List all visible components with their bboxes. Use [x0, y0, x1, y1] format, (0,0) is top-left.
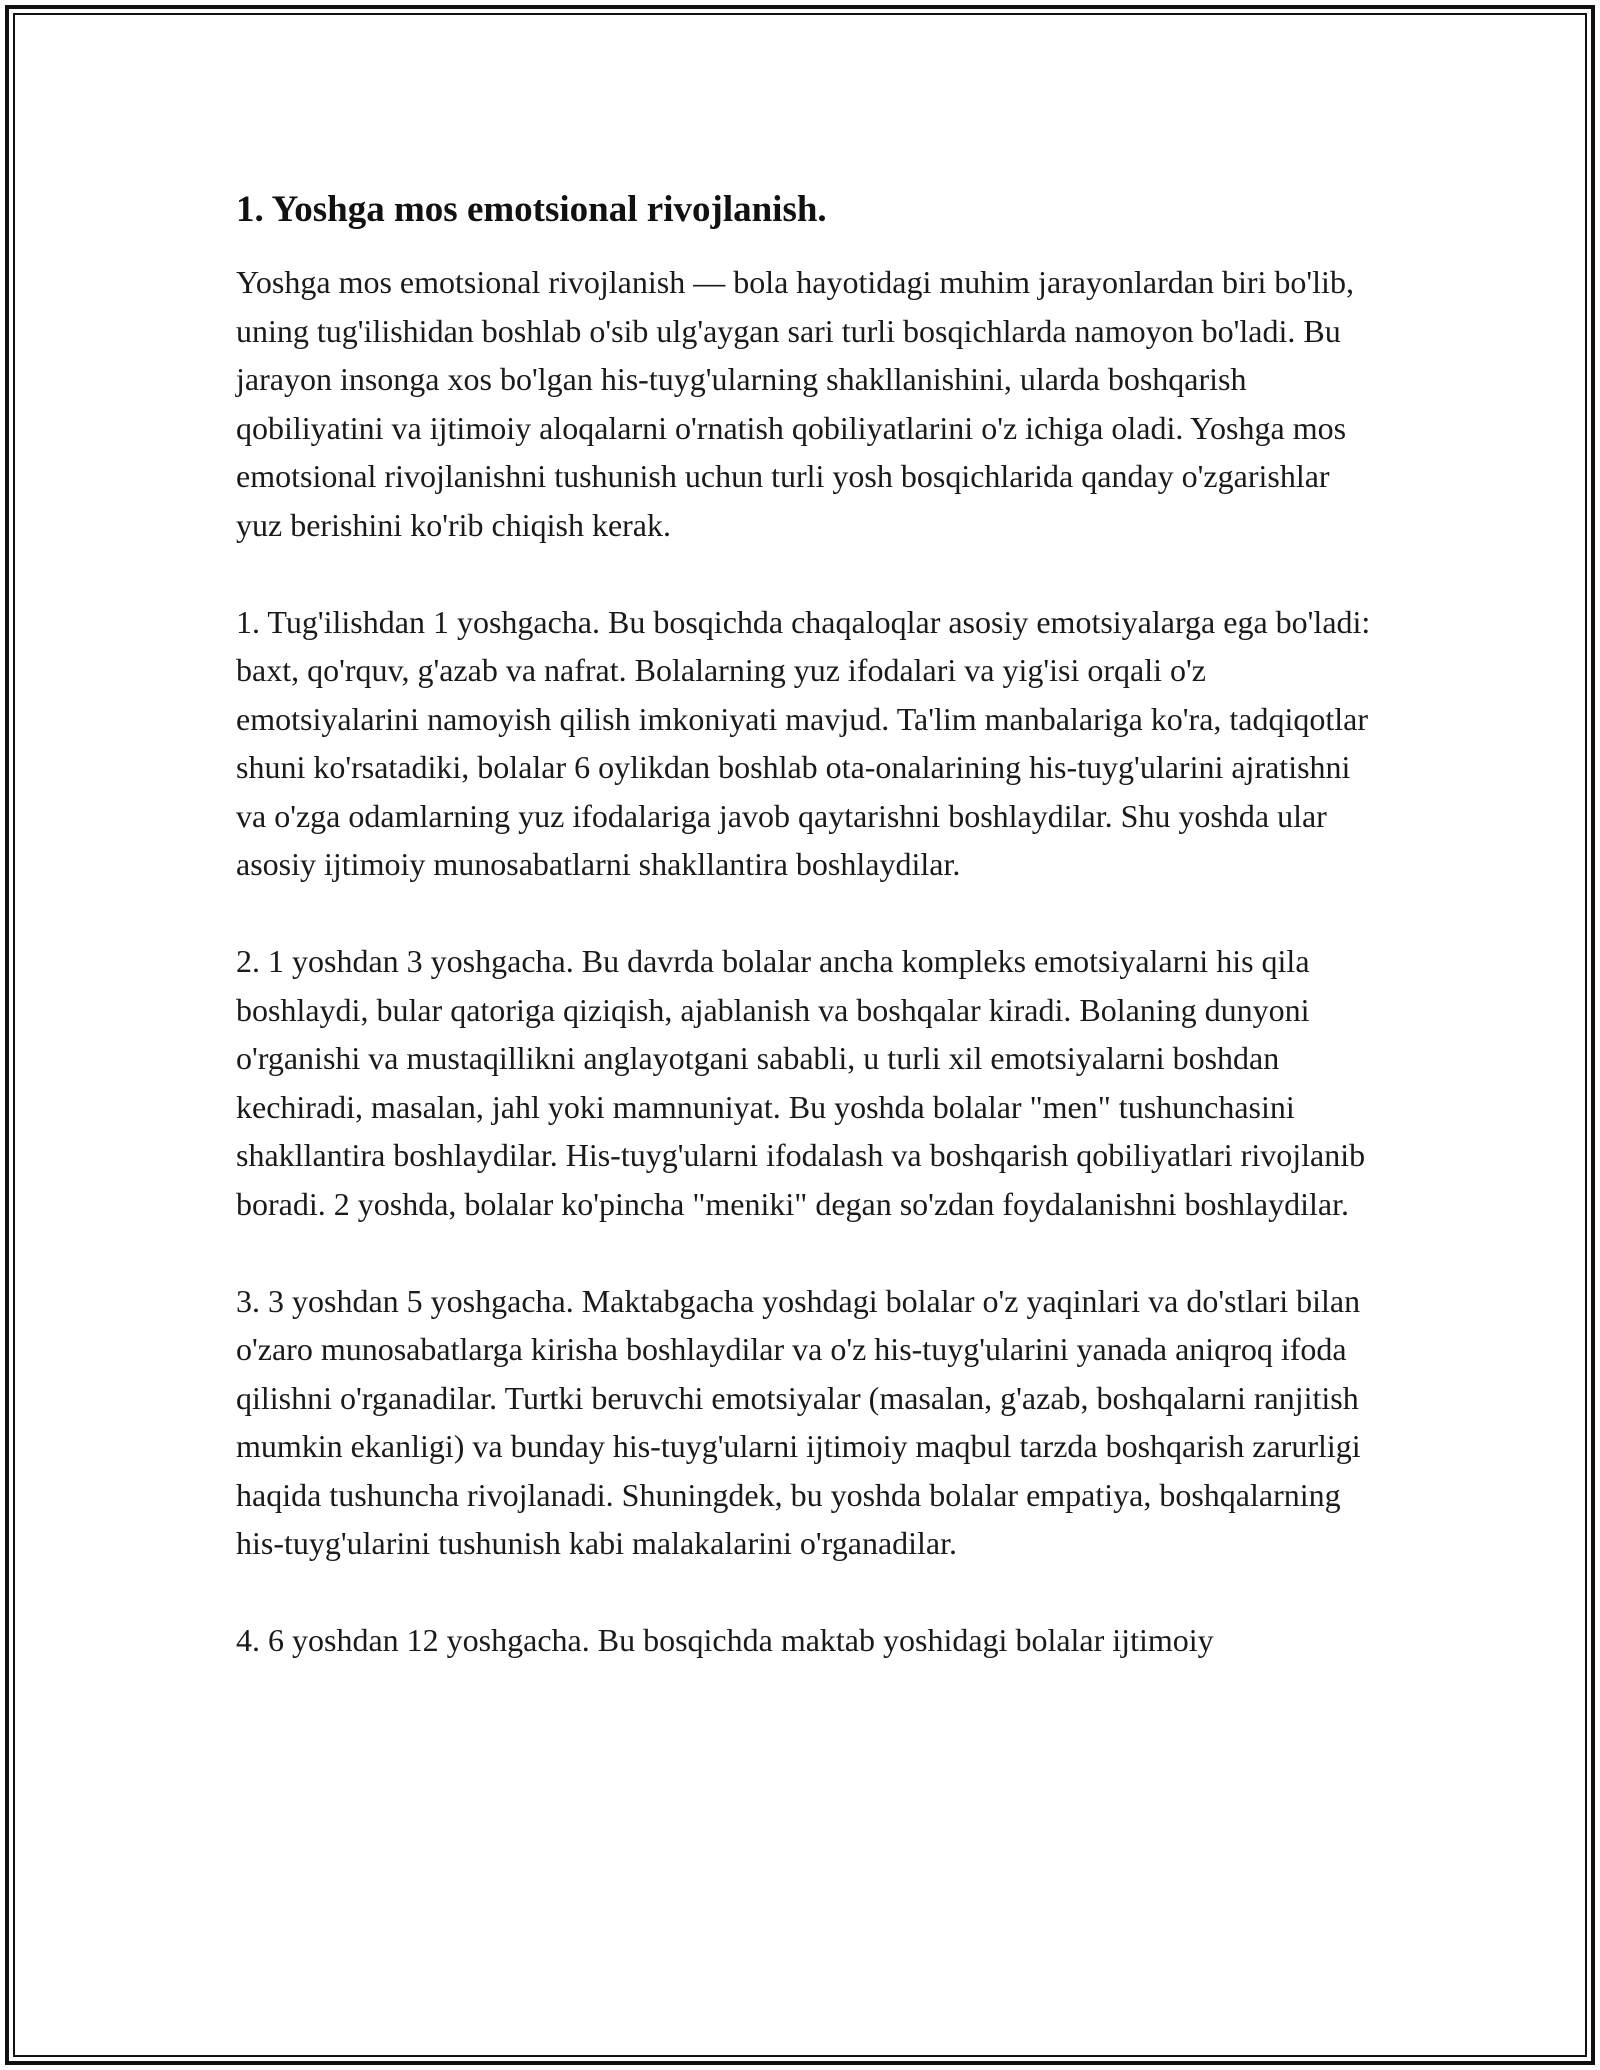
- paragraph-stage-3: 3. 3 yoshdan 5 yoshgacha. Maktabgacha yoshdagi bolalar o'z yaqinlari va do'stlari bilan o'zaro munosabatlarga kirisha boshlaydilar va o'z his-tuyg'ularini yanada aniqroq ifoda qilishni o'rganadilar. Turtki beruvchi emotsiyalar (masalan, g'azab, boshqalarni ranjitish mumkin ekanligi) va bunday his-tuyg'ularni ijtimoiy maqbul tarzda boshqarish zarurligi haqida tushuncha rivojlanadi. Shuningdek, bu yoshda bolalar empatiya, boshqalarning his-tuyg'ularini tushunish kabi malakalarini o'rganadilar.: [236, 1282, 1361, 1561]
- paragraph-stage-1: 1. Tug'ilishdan 1 yoshgacha. Bu bosqichda chaqaloqlar asosiy emotsiyalarga ega bo'ladi: baxt, qo'rquv, g'azab va nafrat. Bolalarning yuz ifodalari va yig'isi orqali o'z emotsiyalarini namoyish qilish imkoniyati mavjud. Ta'lim manbalariga ko'ra, tadqiqotlar shuni ko'rsatadiki, bolalar 6 oylikdan boshlab ota-onalarining his-tuyg'ularini ajratishni va o'zga odamlarning yuz ifodalariga javob qaytarishni boshlaydilar. Shu yoshda ular asosiy ijtimoiy munosabatlarni shakllantira boshlaydilar.: [236, 603, 1371, 882]
- paragraph-stage-4: 4. 6 yoshdan 12 yoshgacha. Bu bosqichda maktab yoshidagi bolalar ijtimoiy: [236, 1622, 1214, 1658]
- paragraph-stage-2: 2. 1 yoshdan 3 yoshgacha. Bu davrda bolalar ancha kompleks emotsiyalarni his qila boshlaydi, bular qatoriga qiziqish, ajablanish va boshqalar kiradi. Bolaning dunyoni o'rganishi va mustaqillikni anglayotgani sababli, u turli xil emotsiyalarni boshdan kechiradi, masalan, jahl yoki mamnuniyat. Bu yoshda bolalar "men" tushunchasini shakllantira boshlaydilar. His-tuyg'ularni ifodalash va boshqarish qobiliyatlari rivojlanib boradi. 2 yoshda, bolalar ko'pincha "meniki" degan so'zdan foydalanishni boshlaydilar.: [236, 943, 1366, 1222]
- document-body: [236, 186, 1376, 1713]
- intro-paragraph: Yoshga mos emotsional rivojlanish — bola hayotidagi muhim jarayonlardan biri bo'lib, uning tug'ilishidan boshlab o'sib ulg'aygan sari turli bosqichlarda namoyon bo'ladi. Bu jarayon insonga xos bo'lgan his-tuyg'ularning shakllanishini, ularda boshqarish qobiliyatini va ijtimoiy aloqalarni o'rnatish qobiliyatlarini o'z ichiga oladi. Yoshga mos emotsional rivojlanishni tushunish uchun turli yosh bosqichlarida qanday o'zgarishlar yuz berishini ko'rib chiqish kerak.: [236, 264, 1354, 543]
- section-heading: 1. Yoshga mos emotsional rivojlanish.: [236, 189, 827, 230]
